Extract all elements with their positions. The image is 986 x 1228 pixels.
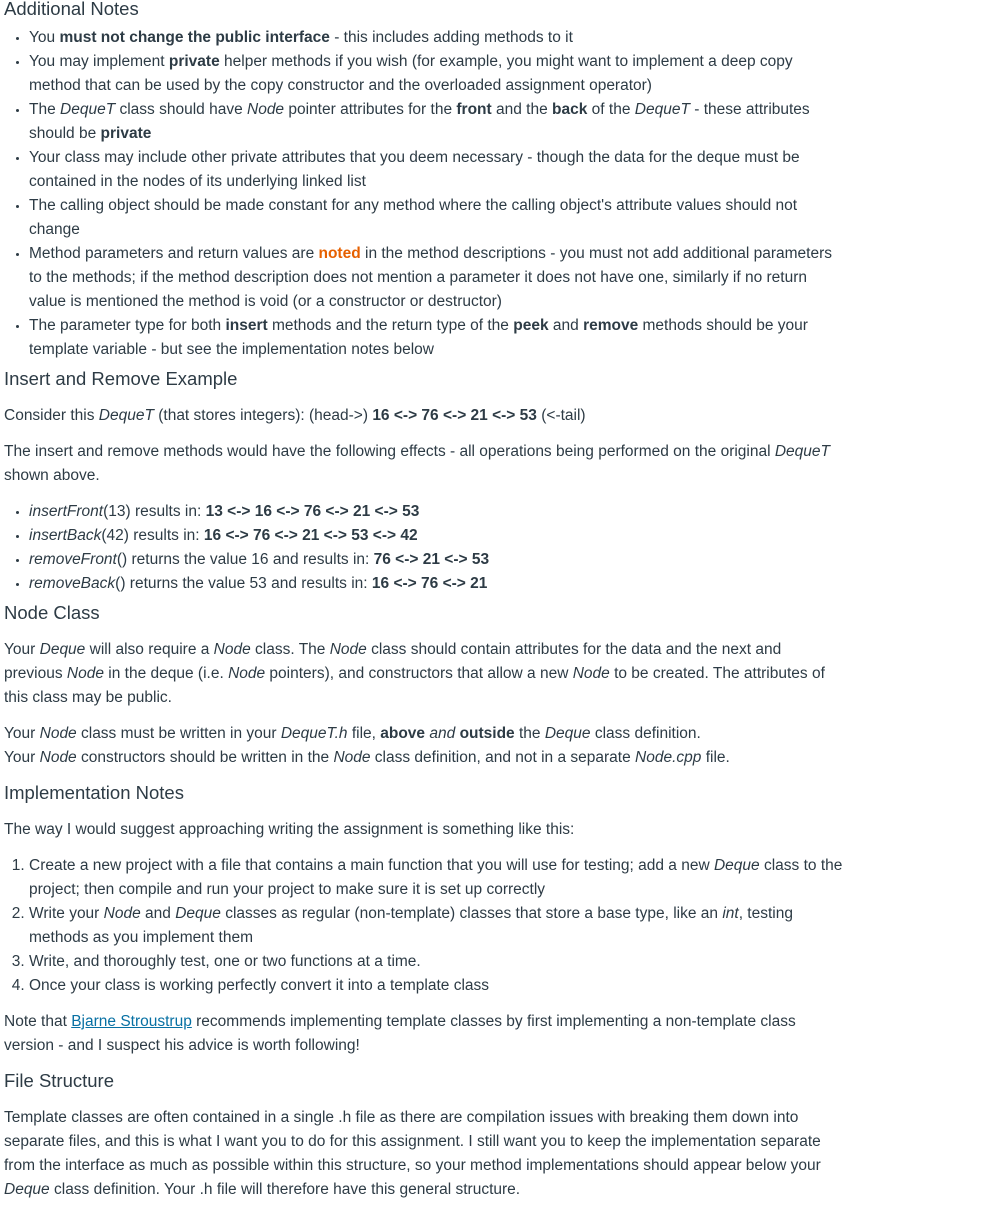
- effects-description: The insert and remove methods would have the following effects - all operations being performed on the original DequeT shown above.: [4, 443, 831, 484]
- list-item: • removeBack() returns the value 53 and results in: 16 <-> 76 <-> 21: [29, 572, 844, 596]
- implementation-steps-list: [4, 854, 844, 998]
- implementation-intro: The way I would suggest approaching writing the assignment is something like this:: [4, 821, 575, 838]
- highlighted-term: noted: [318, 245, 361, 262]
- heading-implementation-notes: Implementation Notes: [4, 782, 184, 803]
- heading-node-class: Node Class: [4, 602, 100, 623]
- list-item: • The parameter type for both insert methods and the return type of the peek and remove methods should be your template variable - but see the implementation notes below: [29, 314, 844, 362]
- list-item: • The DequeT class should have Node pointer attributes for the front and the back of the DequeT - these attributes should be private: [29, 98, 844, 146]
- additional-notes-list: [4, 26, 844, 362]
- list-item: • insertFront(13) results in: 13 <-> 16 <-> 76 <-> 21 <-> 53: [29, 500, 844, 524]
- list-item: 4. Once your class is working perfectly convert it into a template class: [29, 974, 844, 998]
- list-item: • insertBack(42) results in: 16 <-> 76 <-> 21 <-> 53 <-> 42: [29, 524, 844, 548]
- node-class-description: Your Deque will also require a Node class. The Node class should contain attributes for the data and the next and previous Node in the deque (i.e. Node pointers), and constructors that allow a new Node to be created. The attributes of this class may be public.: [4, 641, 825, 706]
- heading-additional-notes: Additional Notes: [4, 0, 139, 19]
- list-item: • The calling object should be made constant for any method where the calling object's attribute values should not change: [29, 194, 844, 242]
- list-item: 1. Create a new project with a file that contains a main function that you will use for testing; add a new Deque class to the project; then compile and run your project to make sure it is set up correctly: [29, 854, 844, 902]
- list-item: • Method parameters and return values are noted in the method descriptions - you must not add additional parameters to the methods; if the method description does not mention a parameter it does not have one, similarly if no return value is mentioned the method is void (or a constructor or destructor): [29, 242, 844, 314]
- list-item: 2. Write your Node and Deque classes as regular (non-template) classes that store a base type, like an int, testing methods as you implement them: [29, 902, 844, 950]
- list-item: • removeFront() returns the value 16 and results in: 76 <-> 21 <-> 53: [29, 548, 844, 572]
- deque-example-intro: Consider this DequeT (that stores integers): (head->) 16 <-> 76 <-> 21 <-> 53 (<-tail): [4, 407, 586, 424]
- stroustrup-note: Note that Bjarne Stroustrup recommends implementing template classes by first implementing a non-template class version - and I suspect his advice is worth following!: [4, 1013, 796, 1054]
- bjarne-stroustrup-link[interactable]: Bjarne Stroustrup: [71, 1013, 192, 1030]
- heading-insert-remove-example: Insert and Remove Example: [4, 368, 238, 389]
- list-item: • You must not change the public interface - this includes adding methods to it: [29, 26, 844, 50]
- list-item: • Your class may include other private attributes that you deem necessary - though the data for the deque must be contained in the nodes of its underlying linked list: [29, 146, 844, 194]
- node-class-location: Your Node class must be written in your DequeT.h file, above and outside the Deque class definition. Your Node constructors should be written in the Node class definition, and not in a separate Node.cpp file.: [4, 725, 730, 766]
- heading-file-structure: File Structure: [4, 1070, 115, 1091]
- operation-examples-list: [4, 500, 844, 596]
- list-item: • You may implement private helper methods if you wish (for example, you might want to implement a deep copy method that can be used by the copy constructor and the overloaded assignment operator): [29, 50, 844, 98]
- file-structure-description: Template classes are often contained in a single .h file as there are compilation issues with breaking them down into separate files, and this is what I want you to do for this assignment. I still want you to keep the implementation separate from the interface as much as possible within this structure, so your method implementations should appear below your Deque class definition. Your .h file will therefore have this general structure.: [4, 1109, 821, 1198]
- list-item: 3. Write, and thoroughly test, one or two functions at a time.: [29, 950, 844, 974]
